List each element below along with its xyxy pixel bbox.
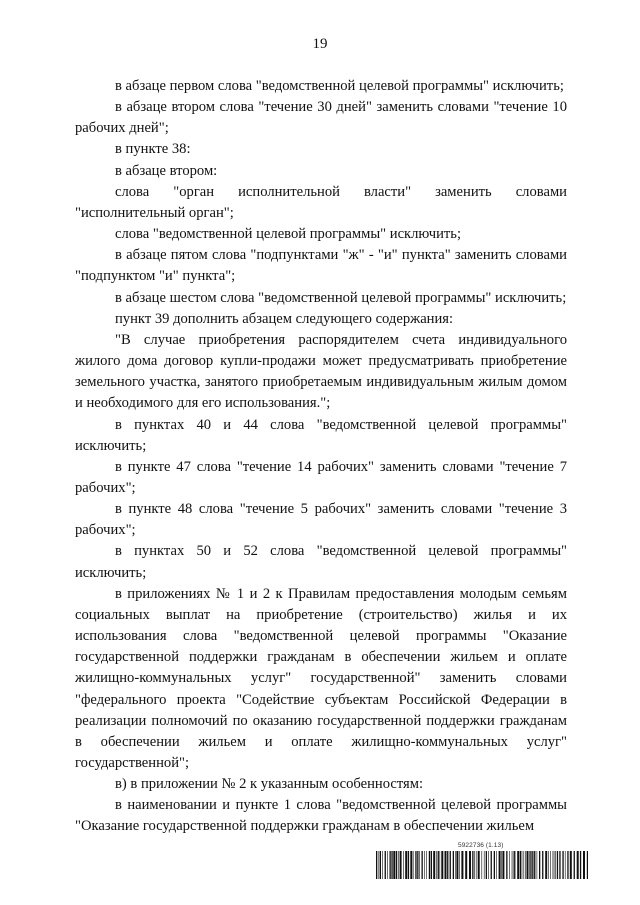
paragraph: слова "ведомственной целевой программы" исключить; xyxy=(115,226,462,243)
barcode-bar xyxy=(583,851,585,879)
barcode-bar xyxy=(486,851,487,879)
barcode-bar xyxy=(456,851,458,879)
barcode-bar xyxy=(440,851,441,879)
paragraph: в наименовании и пункте 1 слова "ведомственной целевой программы "Оказание государственной поддержки гражданам в обеспечении жильем xyxy=(75,797,567,835)
paragraph: пункт 39 дополнить абзацем следующего содержания: xyxy=(115,310,454,327)
barcode-bar xyxy=(525,851,526,879)
barcode-bar xyxy=(554,851,555,879)
barcode-bar xyxy=(529,851,530,879)
barcode-bar xyxy=(517,851,519,879)
barcode-bar xyxy=(376,851,377,879)
barcode-bar xyxy=(426,851,427,879)
barcode-bar xyxy=(438,851,439,879)
barcode-bar xyxy=(417,851,418,879)
document-footer xyxy=(376,842,588,882)
barcode-bar xyxy=(553,851,554,879)
barcode-bar xyxy=(459,851,460,879)
barcode-bar xyxy=(506,851,507,879)
barcode-bar xyxy=(548,851,549,879)
barcode-bar xyxy=(491,851,492,879)
barcode-bar xyxy=(577,851,579,879)
barcode-bar xyxy=(539,851,540,879)
barcode-bar xyxy=(380,851,381,879)
barcode-bar xyxy=(390,851,391,879)
barcode-bar xyxy=(488,851,489,879)
paragraph: в пунктах 40 и 44 слова "ведомственной целевой программы" исключить; xyxy=(75,416,567,454)
barcode-bar xyxy=(550,851,551,879)
barcode-bar xyxy=(478,851,480,879)
barcode-bar xyxy=(527,851,529,879)
barcode-bar xyxy=(501,851,502,879)
barcode-bar xyxy=(499,851,501,879)
barcode-bar xyxy=(429,851,430,879)
barcode-bar xyxy=(512,851,513,879)
barcode-bar xyxy=(522,851,523,879)
barcode-bar xyxy=(484,851,485,879)
barcode-bar xyxy=(542,851,543,879)
paragraph: в пункте 38: xyxy=(115,141,191,158)
quoted-paragraph: "В случае приобретения распорядителем счета индивидуального жилого дома договор купли-продажи может предусматривать приобретение земельного участка, занятого приобретаемым индивидуальным жилым домом и необходимого для его использования."; xyxy=(75,331,567,412)
barcode-bar xyxy=(405,851,407,879)
barcode-bar xyxy=(557,851,558,879)
barcode-bar xyxy=(580,851,581,879)
barcode-bar xyxy=(532,851,533,879)
paragraph: в приложениях № 1 и 2 к Правилам предоставления молодым семьям социальных выплат на приобретение (строительство) жилья и их использования слова "ведомственной целевой программы "Оказание государственной поддержки гражданам в обеспечении жильем и оплате жилищно-коммунальных услуг" государственной" заменить словами "федерального проекта "Содействие субъектам Российской Федерации в реализации полномочий по оказанию государственной поддержки гражданам в обеспечении жильем и оплате жилищно-коммунальных услуг" государственной"; xyxy=(75,585,567,771)
barcode-bar xyxy=(545,851,547,879)
barcode-bar xyxy=(520,851,521,879)
barcode-bar xyxy=(385,851,386,879)
barcode-bar xyxy=(472,851,473,879)
barcode-bar xyxy=(391,851,392,879)
barcode-bar xyxy=(408,851,409,879)
barcode-bar xyxy=(496,851,497,879)
barcode-bar xyxy=(524,851,525,879)
barcode-bar xyxy=(474,851,475,879)
barcode-bar xyxy=(537,851,538,879)
barcode-bar xyxy=(450,851,451,879)
barcode-bar xyxy=(514,851,515,879)
barcode-bar xyxy=(562,851,563,879)
barcode-bar xyxy=(476,851,477,879)
paragraph: в пункте 48 слова "течение 5 рабочих" заменить словами "течение 3 рабочих"; xyxy=(75,501,567,539)
page-number: 19 xyxy=(312,36,328,52)
barcode-bar xyxy=(403,851,404,879)
barcode-bar xyxy=(461,851,463,879)
barcode-bar xyxy=(587,851,588,879)
paragraph: в абзаце пятом слова "подпунктами "ж" - "и" пункта" заменить словами "подпунктом "и" пункта"; xyxy=(75,247,567,285)
barcode-bar xyxy=(465,851,467,879)
barcode-bar xyxy=(393,851,395,879)
barcode-bar xyxy=(398,851,399,879)
barcode-bar xyxy=(534,851,535,879)
barcode-bar xyxy=(455,851,456,879)
document-body xyxy=(75,76,567,838)
barcode-bar xyxy=(441,851,443,879)
barcode-bar xyxy=(559,851,560,879)
barcode-bar xyxy=(419,851,420,879)
barcode-bar xyxy=(436,851,437,879)
barcode-bar xyxy=(445,851,447,879)
barcode-bar xyxy=(447,851,448,879)
barcode-bar xyxy=(567,851,568,879)
paragraph: в) в приложении № 2 к указанным особенностям: xyxy=(115,776,424,793)
barcode-bar xyxy=(555,851,556,879)
barcode-bar xyxy=(482,851,483,879)
barcode-bar xyxy=(502,851,504,879)
paragraph: в пункте 47 слова "течение 14 рабочих" заменить словами "течение 7 рабочих"; xyxy=(75,458,567,496)
barcode-bar xyxy=(494,851,495,879)
document-code: 5922736 (1.13) xyxy=(458,842,504,849)
barcode-bar xyxy=(530,851,531,879)
paragraph: слова "орган исполнительной власти" заменить словами "исполнительный орган"; xyxy=(75,183,567,221)
barcode-bar xyxy=(382,851,383,879)
paragraph: в абзаце первом слова "ведомственной целевой программы" исключить; xyxy=(115,78,564,94)
barcode-bar xyxy=(574,851,575,879)
barcode-bar xyxy=(379,851,380,879)
barcode-bar xyxy=(453,851,454,879)
barcode-bar xyxy=(396,851,397,879)
barcode-bar xyxy=(431,851,432,879)
barcode-bar xyxy=(400,851,402,879)
barcode-bar xyxy=(433,851,435,879)
paragraph: в абзаце шестом слова "ведомственной целевой программы" исключить; xyxy=(115,289,567,306)
barcode-icon xyxy=(376,851,588,879)
barcode-bar xyxy=(513,851,514,879)
paragraph: в абзаце втором слова "течение 30 дней" заменить словами "течение 10 рабочих дней"; xyxy=(75,99,567,137)
barcode-bar xyxy=(469,851,471,879)
paragraph: в абзаце втором: xyxy=(115,162,218,179)
barcode-bar xyxy=(565,851,566,879)
barcode-bar xyxy=(413,851,414,879)
barcode-bar xyxy=(570,851,572,879)
barcode-bar xyxy=(387,851,388,879)
barcode-bar xyxy=(415,851,416,879)
barcode-bar xyxy=(410,851,412,879)
barcode-bar xyxy=(422,851,423,879)
paragraph: в пунктах 50 и 52 слова "ведомственной целевой программы" исключить; xyxy=(75,543,567,581)
barcode-bar xyxy=(424,851,425,879)
barcode-bar xyxy=(509,851,510,879)
